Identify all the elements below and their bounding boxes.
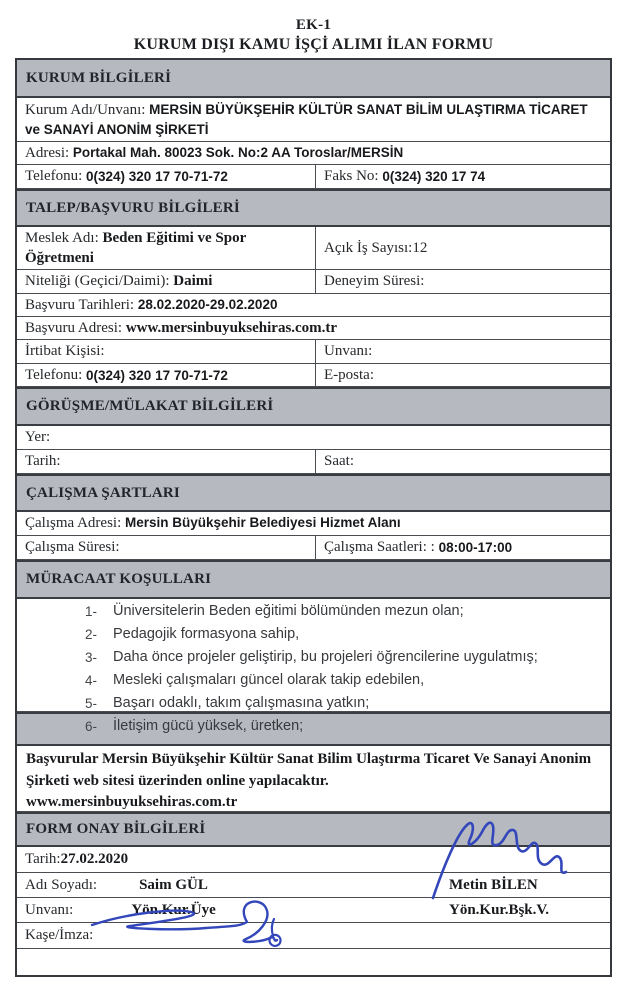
row-calisma-adresi	[17, 512, 610, 536]
row-muracaat-list	[17, 599, 610, 734]
adi-soyadi-label: Adı Soyadı:	[25, 876, 98, 893]
row-adresi	[17, 142, 610, 165]
faks-value: 0(324) 320 17 74	[382, 169, 486, 184]
list-item: 4- Mesleki çalışmaları güncel olarak takip edebilen,	[85, 672, 425, 688]
form-title-block	[0, 0, 627, 55]
meslek-value: Beden Eğitimi ve Spor Öğretmeni	[25, 230, 246, 266]
requirements-list	[17, 571, 610, 739]
row-nitelik-deneyim	[17, 270, 610, 294]
telefon2-label: Telefonu:	[25, 366, 83, 383]
calisma-saatleri-label: Çalışma Saatleri: :	[324, 539, 435, 555]
row-onay-unvani	[17, 898, 610, 923]
form-title: KURUM DIŞI KAMU İŞÇİ ALIMI İLAN FORMU	[133, 36, 494, 53]
telefonu-label: Telefonu:	[25, 168, 83, 184]
list-item: 5- Başarı odaklı, takım çalışmasına yatkın;	[85, 695, 370, 711]
onay-tarih-value: 27.02.2020	[60, 851, 129, 867]
telefon2-value: 0(324) 320 17 70-71-72	[86, 367, 228, 383]
irtibat-label: İrtibat Kişisi:	[25, 343, 105, 359]
row-meslek-acikis	[17, 227, 610, 270]
basvuru-tarihleri-label: Başvuru Tarihleri:	[25, 296, 135, 313]
onay-unvani-value: Yön.Kur.Üye	[131, 901, 216, 918]
adresi-value: Portakal Mah. 80023 Sok. No:2 AA Toroslar/MERSİN	[72, 144, 404, 160]
application-note-url: www.mersinbuyuksehiras.com.tr	[26, 794, 238, 811]
list-item: 2- Pedagojik formasyona sahip,	[85, 626, 300, 642]
basvuru-adresi-value: www.mersinbuyuksehiras.com.tr	[125, 319, 338, 336]
section-header-calisma-sartlari: ÇALIŞMA ŞARTLARI	[17, 474, 610, 512]
unvan-label: Unvanı:	[324, 343, 373, 359]
onay-tarih-label: Tarih:	[25, 851, 61, 867]
row-onay-tarih	[17, 847, 610, 873]
deneyim-label: Deneyim Süresi:	[324, 273, 425, 289]
list-item: 6- İletişim gücü yüksek, üretken;	[85, 718, 304, 734]
section-header-muracaat-kosullari: MÜRACAAT KOŞULLARI	[17, 560, 610, 599]
yer-label: Yer:	[25, 429, 51, 445]
row-empty-bottom	[17, 949, 610, 975]
row-calisma-sure-saat	[17, 536, 610, 560]
calisma-suresi-label: Çalışma Süresi:	[25, 539, 120, 555]
eposta-label: E-posta:	[324, 366, 374, 383]
section-header-gorusme-mulakat: GÖRÜŞME/MÜLAKAT BİLGİLERİ	[17, 387, 610, 426]
adresi-label: Adresi:	[25, 144, 70, 161]
calisma-adresi-value: Mersin Büyükşehir Belediyesi Hizmet Alanı	[125, 515, 401, 530]
kurum-adi-label: Kurum Adı/Unvanı:	[25, 101, 146, 118]
section-header-form-onay: FORM ONAY BİLGİLERİ	[17, 812, 610, 847]
gorusme-saat-label: Saat:	[324, 453, 354, 469]
announcement-form-table	[15, 58, 612, 977]
approver-title: Yön.Kur.Bşk.V.	[449, 901, 550, 918]
row-yer	[17, 426, 610, 450]
onay-unvani-label: Unvanı:	[25, 901, 74, 918]
row-basvuru-adresi	[17, 317, 610, 340]
row-telefon-eposta	[17, 364, 610, 387]
acik-is-label: Açık İş Sayısı:	[324, 239, 413, 256]
acik-is-value: 12	[412, 239, 428, 256]
application-note-text: Başvurular Mersin Büyükşehir Kültür Sanat Bilim Ulaştırma Ticaret Ve Sanayi Anonim Şirketi web sitesi üzerinden online yapılacaktır.	[26, 751, 592, 789]
basvuru-adresi-label: Başvuru Adresi:	[25, 319, 123, 336]
row-kurum-adi	[17, 98, 610, 142]
nitelik-label: Niteliği (Geçici/Daimi):	[25, 273, 170, 289]
row-basvuru-notu	[17, 746, 610, 812]
section-header-talep-basvuru: TALEP/BAŞVURU BİLGİLERİ	[17, 189, 610, 227]
row-irtibat-unvan	[17, 340, 610, 364]
calisma-saatleri-value: 08:00-17:00	[438, 540, 513, 555]
row-kase-imza	[17, 923, 610, 949]
approver-name: Metin BİLEN	[449, 876, 538, 893]
calisma-adresi-label: Çalışma Adresi:	[25, 515, 122, 531]
basvuru-tarihleri-value: 28.02.2020-29.02.2020	[137, 296, 278, 312]
form-code: EK-1	[295, 17, 332, 33]
meslek-label: Meslek Adı:	[25, 230, 99, 246]
adi-soyadi-value: Saim GÜL	[139, 876, 208, 893]
row-tarih-saat	[17, 450, 610, 474]
application-note	[17, 743, 610, 814]
telefonu-value: 0(324) 320 17 70-71-72	[86, 169, 228, 184]
gorusme-tarih-label: Tarih:	[25, 453, 61, 469]
row-adi-soyadi	[17, 873, 610, 898]
list-item: 3- Daha önce projeler geliştirip, bu projeleri öğrencilerine uygulatmış;	[85, 649, 538, 665]
nitelik-value: Daimi	[173, 273, 213, 289]
list-item: 1- Üniversitelerin Beden eğitimi bölümünden mezun olan;	[85, 603, 464, 619]
row-basvuru-tarihleri	[17, 294, 610, 317]
row-telefon-faks	[17, 165, 610, 189]
faks-label: Faks No:	[324, 168, 379, 184]
kurum-adi-value: MERSİN BÜYÜKŞEHİR KÜLTÜR SANAT BİLİM ULAŞTIRMA TİCARET ve SANAYİ ANONİM ŞİRKETİ	[25, 101, 588, 137]
section-header-kurum-bilgileri: KURUM BİLGİLERİ	[17, 60, 610, 98]
kase-imza-label: Kaşe/İmza:	[25, 927, 94, 943]
